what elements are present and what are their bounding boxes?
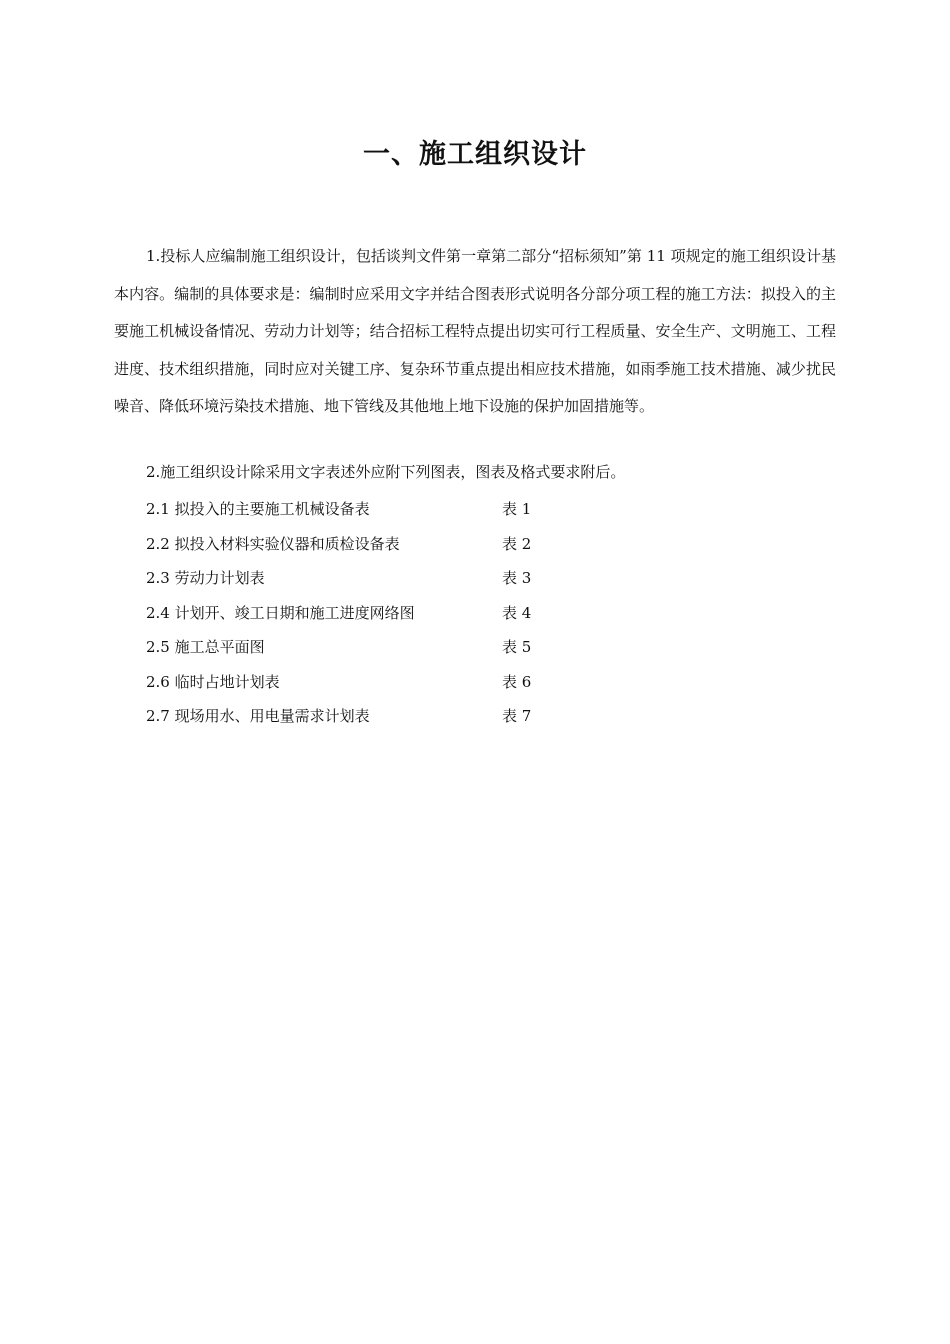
list-item [146,563,646,598]
list-item-table-ref: 表 3 [502,569,532,587]
list-item-table-ref: 表 5 [502,638,532,656]
body-text [114,238,836,426]
list-item-table-ref: 表 2 [502,534,532,553]
list-item-label: 2.6 临时占地计划表 [146,672,280,691]
list-item [146,701,646,736]
list-item [146,598,646,633]
list-item-label: 2.7 现场用水、用电量需求计划表 [146,707,370,725]
paragraph-attachments: 2.施工组织设计除采用文字表述外应附下列图表，图表及格式要求附后。 [146,463,626,481]
list-item [146,494,646,529]
list-item-table-ref: 表 4 [502,603,532,622]
list-item [146,529,646,564]
list-item-label: 2.1 拟投入的主要施工机械设备表 [146,500,370,518]
list-item-table-ref: 表 6 [502,672,532,691]
list-item-label: 2.3 劳动力计划表 [146,569,265,587]
list-item-table-ref: 表 7 [502,707,532,725]
list-item-label: 2.2 拟投入材料实验仪器和质检设备表 [146,534,400,553]
attachment-list [146,494,646,736]
list-item [146,667,646,702]
list-item [146,632,646,667]
paragraph-requirements: 1.投标人应编制施工组织设计，包括谈判文件第一章第二部分“招标须知”第 11 项规定的施工组织设计基本内容。编制的具体要求是：编制时应采用文字并结合图表形式说明各分部分项工程的施工方法：拟投入的主要施工机械设备情况、劳动力计划等；结合招标工程特点提出切实可行工程质量、安全生产、文明施工、工程进度、技术组织措施，同时应对关键工序、复杂环节重点提出相应技术措施，如雨季施工技术措施、减少扰民噪音、降低环境污染技术措施、地下管线及其他地上地下设施的保护加固措施等。 [114,247,836,415]
page-title: 一、施工组织设计 [363,139,587,170]
list-item-label: 2.4 计划开、竣工日期和施工进度网络图 [146,603,415,622]
list-item-table-ref: 表 1 [502,500,532,518]
list-item-label: 2.5 施工总平面图 [146,638,265,656]
